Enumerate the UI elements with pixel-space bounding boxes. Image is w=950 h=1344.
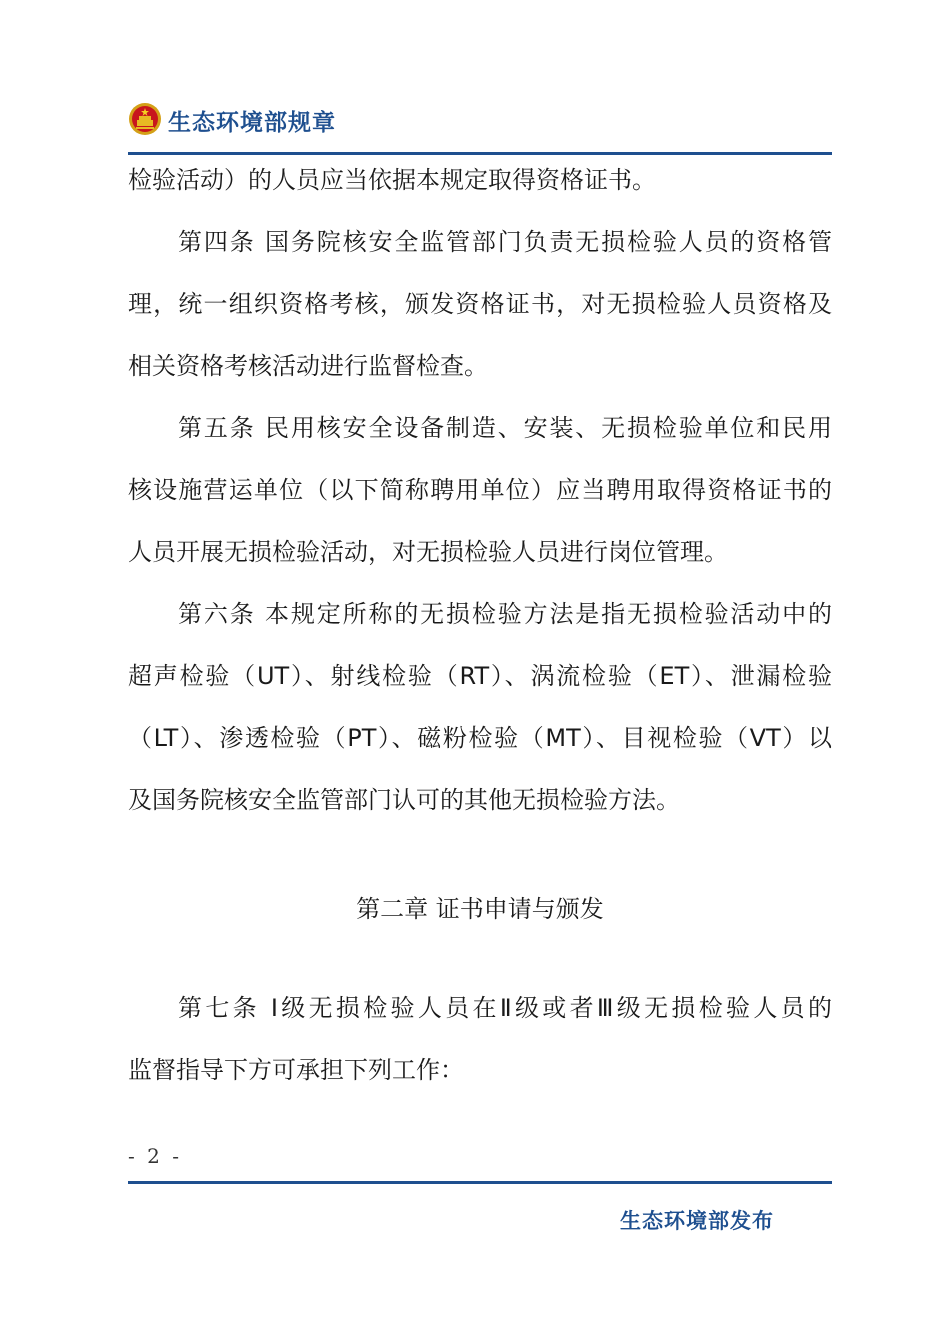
body-line: 人员开展无损检验活动，对无损检验人员进行岗位管理。 [128, 538, 728, 566]
body-line: 理，统一组织资格考核，颁发资格证书，对无损检验人员资格及 [128, 290, 832, 318]
national-emblem-icon [128, 102, 162, 136]
body-line: 及国务院核安全监管部门认可的其他无损检验方法。 [128, 786, 680, 814]
body-line: 监督指导下方可承担下列工作： [128, 1056, 464, 1084]
body-line: 第七条 Ⅰ级无损检验人员在Ⅱ级或者Ⅲ级无损检验人员的 [178, 994, 832, 1022]
footer-divider [128, 1181, 832, 1184]
body-line: 检验活动）的人员应当依据本规定取得资格证书。 [128, 166, 656, 194]
header-divider [128, 152, 832, 155]
body-line: 第五条 民用核安全设备制造、安装、无损检验单位和民用 [178, 414, 832, 442]
body-line: 超声检验（UT）、射线检验（RT）、涡流检验（ET）、泄漏检验 [128, 662, 832, 690]
body-line: 第六条 本规定所称的无损检验方法是指无损检验活动中的 [178, 600, 832, 628]
body-line: 第四条 国务院核安全监管部门负责无损检验人员的资格管 [178, 228, 832, 256]
page-number: - 2 - [128, 1144, 182, 1168]
body-line: 相关资格考核活动进行监督检查。 [128, 352, 488, 380]
chapter-title: 第二章 证书申请与颁发 [356, 895, 604, 923]
body-line: （LT）、渗透检验（PT）、磁粉检验（MT）、目视检验（VT）以 [128, 724, 832, 752]
page-header [128, 100, 832, 146]
header-title: 生态环境部规章 [168, 110, 336, 136]
body-line: 核设施营运单位（以下简称聘用单位）应当聘用取得资格证书的 [128, 476, 832, 504]
footer-publisher: 生态环境部发布 [620, 1209, 774, 1233]
